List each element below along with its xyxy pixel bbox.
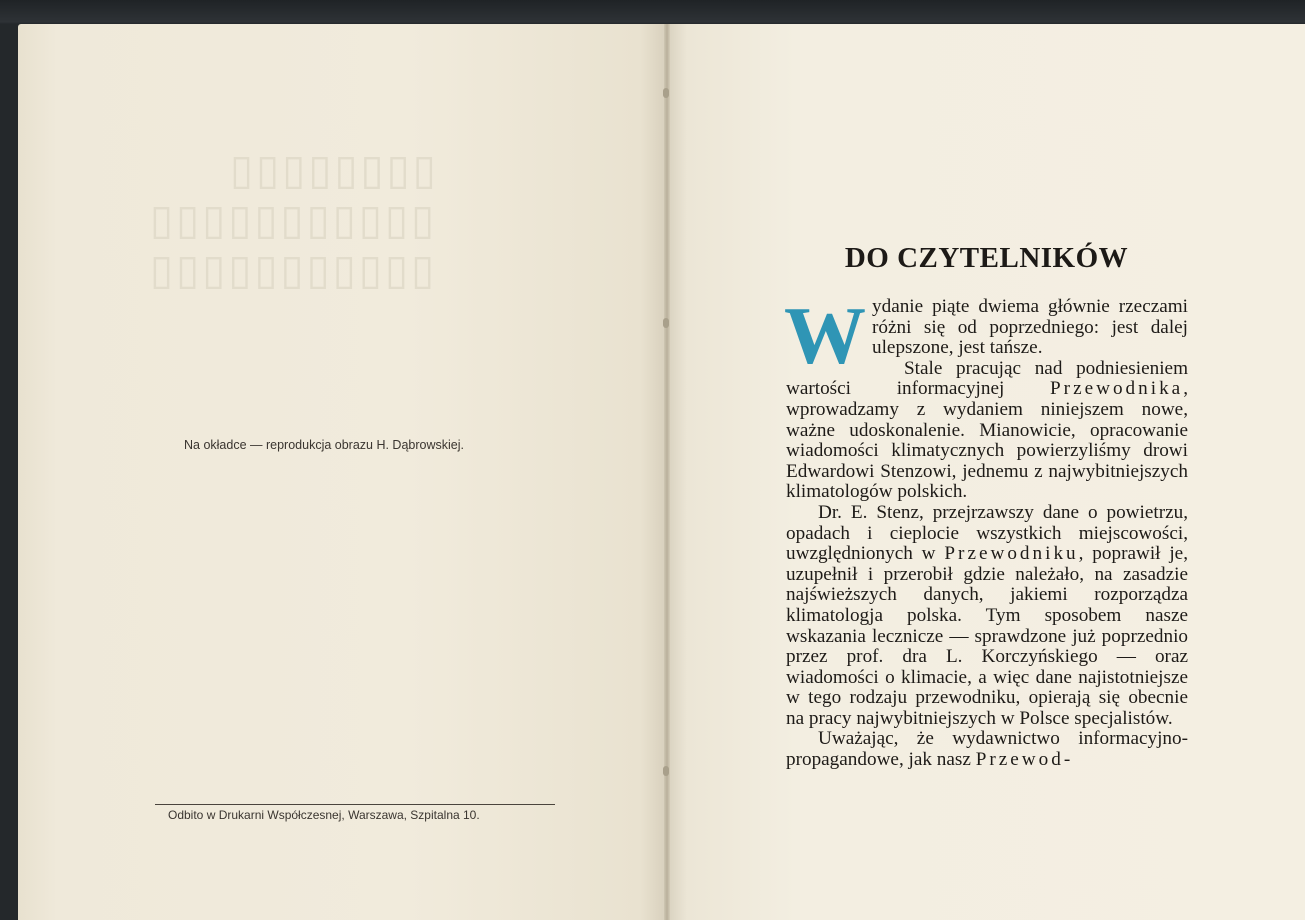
show-through-ghost: ▯▯▯▯▯▯▯▯▯▯▯ xyxy=(150,195,438,244)
spaced-title: Przewod- xyxy=(975,749,1074,771)
printer-imprint: Odbito w Drukarni Współczesnej, Warszawa, Szpitalna 10. xyxy=(168,808,480,822)
page-heading: DO CZYTELNIKÓW xyxy=(844,242,1129,274)
paragraph xyxy=(786,729,1188,770)
paragraph xyxy=(786,503,1188,730)
show-through-ghost: ▯▯▯▯▯▯▯▯ xyxy=(230,145,439,194)
spaced-title: Przewodnika xyxy=(1050,378,1184,400)
imprint-rule xyxy=(155,804,555,805)
foreword-text xyxy=(784,290,1188,771)
paragraph-text: Dr. E. Stenz, przejrzawszy dane o powietrzu, opadach i cieplocie wszystkich miejscowości, uwzględnionych w xyxy=(786,501,1188,565)
binding-stitch xyxy=(663,88,669,98)
binding-stitch xyxy=(663,766,669,776)
show-through-ghost: ▯▯▯▯▯▯▯▯▯▯▯ xyxy=(150,245,438,294)
paragraph-text: Uważając, że wydawnictwo informacyjno-propagandowe, jak nasz xyxy=(786,728,1188,771)
paragraph xyxy=(786,359,1188,503)
drop-cap: W xyxy=(784,290,866,381)
cover-illustration-credit: Na okładce — reprodukcja obrazu H. Dąbrowskiej. xyxy=(184,438,464,452)
binding-stitch xyxy=(663,318,669,328)
spaced-title: Przewodniku xyxy=(944,543,1079,565)
paragraph-text: ydanie piąte dwiema głównie rzeczami różni się od poprzedniego: jest dalej ulepszone, jest tańsze. xyxy=(872,296,1188,359)
book-gutter xyxy=(664,24,670,920)
paragraph-text: , wprowadzamy z wydaniem niniejszem nowe, ważne udoskonalenie. Mianowicie, opracowanie wiadomości klimatycznych powierzyliśmy drowi Edwardowi Stenzowi, jednemu z najwybitniejszych klimatologów polskich. xyxy=(786,378,1188,503)
paragraph-text: Stale pracując nad podniesieniem wartości informacyjnej xyxy=(786,357,1188,400)
paragraph-text: , poprawił je, uzupełnił i przerobił gdzie należało, na zasadzie najświeższych danych, jakiemi rozporządza klimatologja polska. Tym sposobem nasze wskazania lecznicze — sprawdzone już poprzednio przez prof. dra L. Korczyńskiego — oraz wiadomości o klimacie, a więc dane najistotniejsze w tego rodzaju przewodniku, opierają się obecnie na pracy najwybitniejszych w Polsce specjalistów. xyxy=(786,543,1188,729)
